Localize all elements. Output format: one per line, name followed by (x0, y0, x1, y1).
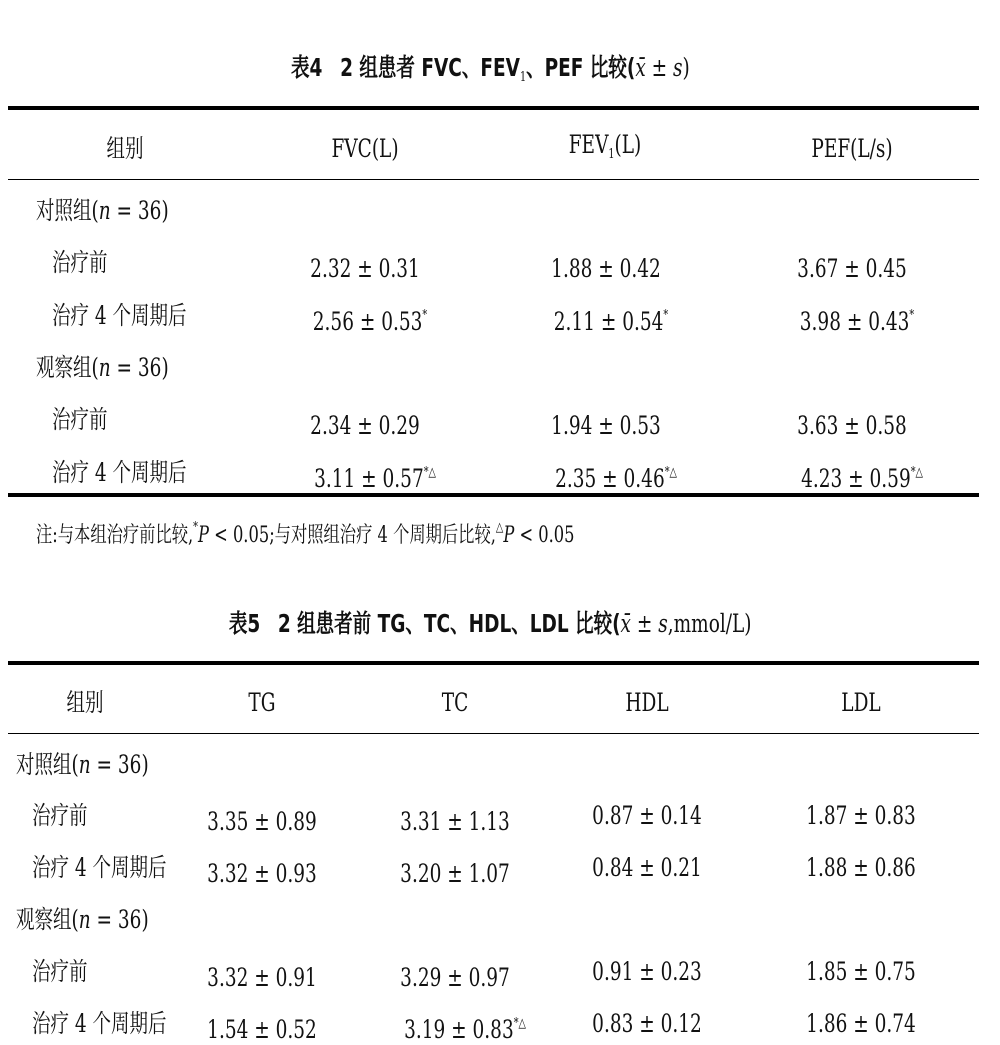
table4-row-label: 治疗前 (52, 405, 108, 434)
table4-cell-fev1: 1.94 ± 0.53 (551, 411, 661, 440)
table5-cell-ldl: 1.85 ± 0.75 (806, 957, 916, 986)
table5-row-label: 治疗前 (32, 957, 88, 986)
table5-header-group: 组别 (66, 688, 104, 717)
table4-cell-pef: 3.63 ± 0.58 (797, 411, 907, 440)
table5-caption-stat: x̄ ± s (620, 609, 668, 638)
table5-cell-tc: 3.31 ± 1.13 (400, 807, 510, 836)
table4-cell-fvc: 2.34 ± 0.29 (310, 411, 420, 440)
table4-caption-close: ) (682, 53, 690, 82)
table4-cell-pef: 3.98 ± 0.43* (799, 307, 915, 336)
table5-cell-ldl: 1.87 ± 0.83 (806, 801, 916, 830)
table4-cell-pef: 4.23 ± 0.59*△ (801, 464, 923, 493)
table4-cell-fvc: 2.56 ± 0.53* (312, 307, 428, 336)
table5-caption-label: 表5 (228, 609, 261, 638)
table5-cell-tg: 3.32 ± 0.91 (207, 963, 317, 992)
table5-header-tg: TG (248, 688, 276, 717)
table5-cell-tg: 3.35 ± 0.89 (207, 807, 317, 836)
table4-row-label: 治疗 4 个周期后 (52, 458, 187, 487)
table4-cell-fev1: 2.35 ± 0.46*△ (555, 464, 677, 493)
table4-header-fev1: $FEV_1(L)$ (568, 130, 642, 162)
table5-header-ldl: LDL (841, 688, 881, 717)
table4-top-rule (8, 106, 979, 110)
table5-row-label: 治疗前 (32, 801, 88, 830)
table5-header-rule (8, 733, 979, 734)
table4-bottom-rule (8, 493, 979, 497)
table5-top-rule (8, 661, 979, 665)
table5-row-label: 治疗 4 个周期后 (32, 853, 167, 882)
table5-cell-tg: 1.54 ± 0.52 (207, 1015, 317, 1044)
table5-cell-tc: 3.19 ± 0.83*△ (404, 1015, 526, 1044)
table5-cell-ldl: 1.88 ± 0.86 (806, 853, 916, 882)
table4-caption-label: 表4 (290, 53, 323, 82)
table4-header-rule (8, 179, 979, 180)
table4-caption-text: 2 组患者 FVC、FEV (339, 53, 520, 82)
table4-row-label: 治疗前 (52, 248, 108, 277)
table5-header-hdl: HDL (625, 688, 669, 717)
table5-cell-tc: 3.20 ± 1.07 (400, 859, 510, 888)
table4-row-label: 治疗 4 个周期后 (52, 301, 187, 330)
table4-caption (0, 48, 980, 85)
table5-caption-text: 2 组患者前 TG、TC、HDL、LDL 比较( (277, 609, 621, 638)
table5-caption-unit: ,mmol/L) (667, 609, 752, 638)
table4-caption-stat: x̄ ± s (634, 53, 683, 82)
table4-caption-text2: 、PEF 比较( (525, 53, 635, 82)
table5-cell-tg: 3.32 ± 0.93 (207, 859, 317, 888)
table4-header-fvc: FVC(L) (331, 134, 399, 163)
table4-cell-pef: 3.67 ± 0.45 (797, 254, 907, 283)
table4-cell-fev1: 1.88 ± 0.42 (551, 254, 661, 283)
table5-row-label: 治疗 4 个周期后 (32, 1009, 167, 1038)
table5-cell-tc: 3.29 ± 0.97 (400, 963, 510, 992)
table4-caption-sub: 1 (519, 70, 526, 85)
table5-header-tc: TC (441, 688, 469, 717)
table4-header-group: 组别 (106, 134, 144, 163)
table4-group-control: 对照组(n = 36) (36, 196, 169, 225)
table5-cell-hdl: 0.84 ± 0.21 (592, 853, 702, 882)
table4-cell-fvc: 3.11 ± 0.57*△ (314, 464, 436, 493)
table5-cell-hdl: 0.87 ± 0.14 (592, 801, 702, 830)
table5-group-observation: 观察组(n = 36) (16, 905, 149, 934)
table5-cell-hdl: 0.83 ± 0.12 (592, 1009, 702, 1038)
table5-cell-hdl: 0.91 ± 0.23 (592, 957, 702, 986)
table4-header-pef: PEF(L/s) (811, 134, 893, 163)
table5-cell-ldl: 1.86 ± 0.74 (806, 1009, 916, 1038)
table4-footnote: 注:与本组治疗前比较,*P < 0.05;与对照组治疗 4 个周期后比较,△P < 0.05 (36, 520, 575, 548)
table4-cell-fvc: 2.32 ± 0.31 (310, 254, 420, 283)
table5-group-control: 对照组(n = 36) (16, 750, 149, 779)
table4-group-observation: 观察组(n = 36) (36, 353, 169, 382)
table4-cell-fev1: 2.11 ± 0.54* (553, 307, 669, 336)
table5-caption (0, 604, 980, 640)
